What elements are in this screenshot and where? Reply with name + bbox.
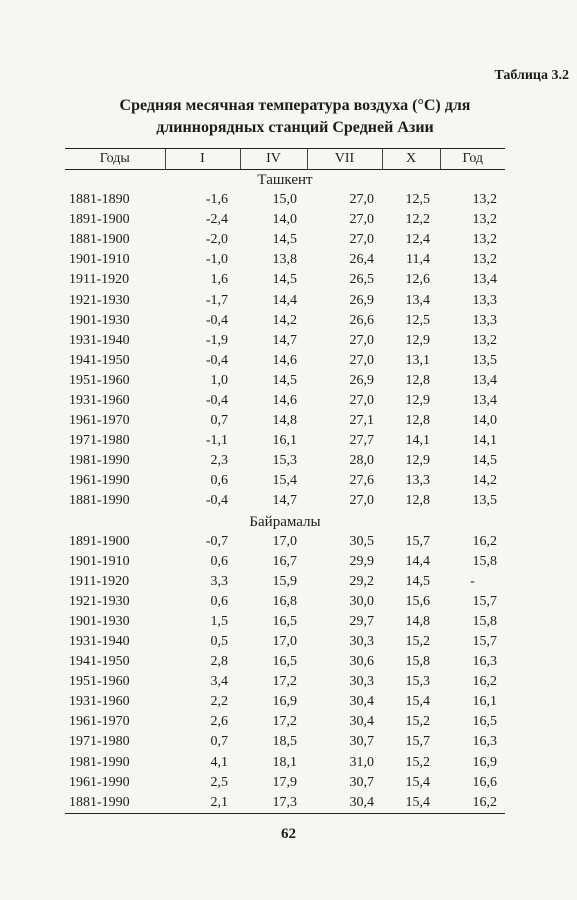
jul-cell: 29,7 (349, 613, 374, 629)
year-cell: 16,9 (472, 754, 497, 770)
jul-cell: 27,0 (349, 493, 374, 509)
jan-cell: -1,1 (205, 433, 228, 449)
jul-cell: 30,3 (349, 634, 374, 650)
year-cell: 13,2 (472, 252, 497, 268)
table-row (65, 290, 505, 310)
apr-cell: 14,6 (272, 392, 297, 408)
jan-cell: 0,5 (210, 634, 228, 650)
table-row (65, 270, 505, 290)
table-row (65, 250, 505, 270)
jul-cell: 30,4 (307, 793, 382, 814)
jan-cell: -2,4 (205, 212, 228, 228)
column-header-jan: I (165, 149, 240, 170)
column-header-year: Год (440, 149, 505, 170)
jul-cell: 27,0 (349, 332, 374, 348)
oct-cell: 12,4 (405, 232, 430, 248)
table-row (65, 391, 505, 411)
period-cell: 1931-1940 (69, 634, 130, 650)
station-header-row (65, 512, 505, 532)
period-cell: 1961-1970 (69, 413, 130, 429)
jan-cell: -1,6 (205, 192, 228, 208)
period-cell: 1911-1920 (69, 272, 130, 288)
jan-cell: -1,9 (205, 332, 228, 348)
period-cell: 1881-1890 (69, 192, 130, 208)
apr-cell: 18,5 (272, 734, 297, 750)
table-row (65, 190, 505, 210)
period-cell: 1931-1960 (69, 392, 130, 408)
apr-cell: 14,0 (272, 212, 297, 228)
jul-cell: 29,9 (349, 553, 374, 569)
year-cell: - (470, 573, 475, 589)
table-row (65, 632, 505, 652)
table-row (65, 552, 505, 572)
apr-cell: 14,6 (272, 352, 297, 368)
jan-cell: 0,7 (210, 734, 228, 750)
apr-cell: 14,2 (272, 312, 297, 328)
temperature-table (65, 148, 505, 814)
year-cell: 16,2 (440, 793, 505, 814)
table-row (65, 331, 505, 351)
oct-cell: 15,4 (405, 774, 430, 790)
jul-cell: 26,6 (349, 312, 374, 328)
apr-cell: 16,5 (272, 654, 297, 670)
jan-cell: 1,0 (210, 372, 228, 388)
table-row (65, 230, 505, 250)
column-header-apr: IV (240, 149, 307, 170)
apr-cell: 17,2 (272, 674, 297, 690)
table-label: Таблица 3.2 (494, 68, 569, 83)
period-cell: 1891-1900 (69, 533, 130, 549)
oct-cell: 14,8 (405, 613, 430, 629)
station-name: Ташкент (257, 172, 313, 188)
jul-cell: 27,0 (349, 212, 374, 228)
oct-cell: 15,4 (405, 694, 430, 710)
jul-cell: 26,9 (349, 292, 374, 308)
year-cell: 15,7 (472, 634, 497, 650)
table-title-line-2: длиннорядных станций Средней Азии (156, 119, 434, 136)
period-cell: 1941-1950 (69, 352, 130, 368)
table-row (65, 753, 505, 773)
year-cell: 13,2 (472, 232, 497, 248)
jul-cell: 27,6 (349, 473, 374, 489)
jan-cell: 2,6 (210, 714, 228, 730)
period-cell: 1961-1990 (69, 774, 130, 790)
table-row (65, 773, 505, 793)
jan-cell: 1,6 (210, 272, 228, 288)
table-row (65, 712, 505, 732)
period-cell: 1891-1900 (69, 212, 130, 228)
jul-cell: 28,0 (349, 453, 374, 469)
table-header-row (65, 149, 505, 170)
year-cell: 14,5 (472, 453, 497, 469)
jul-cell: 27,0 (349, 192, 374, 208)
year-cell: 13,3 (472, 292, 497, 308)
table-row (65, 491, 505, 511)
table-row (65, 612, 505, 632)
year-cell: 13,2 (472, 192, 497, 208)
jan-cell: 2,1 (165, 793, 240, 814)
apr-cell: 14,7 (272, 493, 297, 509)
table-row (65, 692, 505, 712)
period-cell: 1921-1930 (69, 292, 130, 308)
jan-cell: 3,3 (210, 573, 228, 589)
period-cell: 1931-1960 (69, 694, 130, 710)
jan-cell: 3,4 (210, 674, 228, 690)
period-cell: 1971-1980 (69, 734, 130, 750)
period-cell: 1951-1960 (69, 674, 130, 690)
year-cell: 13,4 (472, 272, 497, 288)
apr-cell: 17,9 (272, 774, 297, 790)
year-cell: 13,5 (472, 352, 497, 368)
oct-cell: 13,1 (405, 352, 430, 368)
oct-cell: 12,6 (405, 272, 430, 288)
oct-cell: 15,8 (405, 654, 430, 670)
apr-cell: 15,0 (272, 192, 297, 208)
jul-cell: 29,2 (349, 573, 374, 589)
oct-cell: 14,1 (405, 433, 430, 449)
apr-cell: 14,7 (272, 332, 297, 348)
table-row (65, 411, 505, 431)
year-cell: 16,2 (472, 533, 497, 549)
year-cell: 13,5 (472, 493, 497, 509)
jul-cell: 27,1 (349, 413, 374, 429)
apr-cell: 17,0 (272, 634, 297, 650)
jan-cell: 2,8 (210, 654, 228, 670)
table-row (65, 672, 505, 692)
apr-cell: 14,8 (272, 413, 297, 429)
apr-cell: 13,8 (272, 252, 297, 268)
period-cell: 1881-1990 (69, 493, 130, 509)
jan-cell: 2,5 (210, 774, 228, 790)
year-cell: 15,7 (472, 593, 497, 609)
jul-cell: 30,4 (349, 694, 374, 710)
apr-cell: 14,5 (272, 272, 297, 288)
period-cell: 1961-1990 (69, 473, 130, 489)
year-cell: 16,2 (472, 674, 497, 690)
period-cell: 1901-1910 (69, 252, 130, 268)
year-cell: 15,8 (472, 613, 497, 629)
period-cell: 1951-1960 (69, 372, 130, 388)
jul-cell: 26,5 (349, 272, 374, 288)
table-row (65, 371, 505, 391)
oct-cell: 12,2 (405, 212, 430, 228)
station-name: Байрамалы (249, 513, 321, 530)
year-cell: 16,3 (472, 734, 497, 750)
oct-cell: 13,3 (405, 473, 430, 489)
apr-cell: 16,5 (272, 613, 297, 629)
period-cell: 1901-1930 (69, 312, 130, 328)
jan-cell: 4,1 (210, 754, 228, 770)
apr-cell: 16,9 (272, 694, 297, 710)
jul-cell: 27,7 (349, 433, 374, 449)
column-header-jul: VII (307, 149, 382, 170)
period-cell: 1961-1970 (69, 714, 130, 730)
jul-cell: 30,6 (349, 654, 374, 670)
jul-cell: 30,0 (349, 593, 374, 609)
year-cell: 13,3 (472, 312, 497, 328)
jan-cell: -1,7 (205, 292, 228, 308)
period-cell: 1921-1930 (69, 593, 130, 609)
oct-cell: 14,4 (405, 553, 430, 569)
apr-cell: 15,4 (272, 473, 297, 489)
jan-cell: 2,3 (210, 453, 228, 469)
period-cell: 1941-1950 (69, 654, 130, 670)
oct-cell: 12,9 (405, 332, 430, 348)
year-cell: 13,2 (472, 332, 497, 348)
oct-cell: 15,2 (405, 714, 430, 730)
apr-cell: 14,4 (272, 292, 297, 308)
oct-cell: 12,5 (405, 192, 430, 208)
jan-cell: -0,4 (205, 312, 228, 328)
jul-cell: 30,5 (349, 533, 374, 549)
table-row (65, 652, 505, 672)
jul-cell: 27,0 (349, 352, 374, 368)
station-header-row (65, 170, 505, 191)
table-row (65, 351, 505, 371)
year-cell: 16,1 (472, 694, 497, 710)
apr-cell: 17,2 (272, 714, 297, 730)
period-cell: 1911-1920 (69, 573, 130, 589)
table-row (65, 471, 505, 491)
year-cell: 14,0 (472, 413, 497, 429)
year-cell: 16,5 (472, 714, 497, 730)
table-body (65, 170, 505, 814)
year-cell: 15,8 (472, 553, 497, 569)
jan-cell: 0,6 (210, 553, 228, 569)
year-cell: 13,2 (472, 212, 497, 228)
oct-cell: 15,3 (405, 674, 430, 690)
jan-cell: 0,6 (210, 593, 228, 609)
page-number: 62 (281, 826, 296, 842)
period-cell: 1971-1980 (69, 433, 130, 449)
oct-cell: 11,4 (406, 252, 430, 268)
period-cell: 1881-1990 (65, 793, 165, 814)
year-cell: 16,6 (472, 774, 497, 790)
period-cell: 1981-1990 (69, 453, 130, 469)
table-row (65, 311, 505, 331)
year-cell: 14,2 (472, 473, 497, 489)
jul-cell: 30,3 (349, 674, 374, 690)
jul-cell: 26,4 (349, 252, 374, 268)
jan-cell: -0,4 (205, 392, 228, 408)
oct-cell: 15,6 (405, 593, 430, 609)
jul-cell: 27,0 (349, 392, 374, 408)
period-cell: 1881-1900 (69, 232, 130, 248)
jan-cell: 0,7 (210, 413, 228, 429)
table-row (65, 210, 505, 230)
jan-cell: -0,4 (205, 493, 228, 509)
column-header-oct: X (382, 149, 440, 170)
oct-cell: 15,4 (382, 793, 440, 814)
table-row (65, 592, 505, 612)
apr-cell: 16,7 (272, 553, 297, 569)
table-row (65, 793, 505, 814)
jan-cell: -1,0 (205, 252, 228, 268)
apr-cell: 17,3 (240, 793, 307, 814)
jan-cell: 2,2 (210, 694, 228, 710)
table-row (65, 532, 505, 552)
table-row (65, 431, 505, 451)
apr-cell: 15,3 (272, 453, 297, 469)
oct-cell: 15,2 (405, 634, 430, 650)
jul-cell: 30,4 (349, 714, 374, 730)
oct-cell: 14,5 (405, 573, 430, 589)
apr-cell: 17,0 (272, 533, 297, 549)
jan-cell: -0,7 (205, 533, 228, 549)
jan-cell: 1,5 (210, 613, 228, 629)
table-row (65, 732, 505, 752)
jul-cell: 30,7 (349, 774, 374, 790)
oct-cell: 12,5 (405, 312, 430, 328)
apr-cell: 16,8 (272, 593, 297, 609)
period-cell: 1981-1990 (69, 754, 130, 770)
jan-cell: 0,6 (210, 473, 228, 489)
year-cell: 16,3 (472, 654, 497, 670)
oct-cell: 12,8 (405, 413, 430, 429)
column-header-years: Годы (65, 149, 165, 170)
jul-cell: 26,9 (349, 372, 374, 388)
period-cell: 1901-1930 (69, 613, 130, 629)
year-cell: 13,4 (472, 392, 497, 408)
jan-cell: -0,4 (205, 352, 228, 368)
period-cell: 1901-1910 (69, 553, 130, 569)
apr-cell: 15,9 (272, 573, 297, 589)
table-title-line-1: Средняя месячная температура воздуха (°С) для (119, 97, 471, 114)
oct-cell: 12,8 (405, 493, 430, 509)
oct-cell: 12,9 (405, 453, 430, 469)
oct-cell: 13,4 (405, 292, 430, 308)
oct-cell: 15,7 (405, 533, 430, 549)
year-cell: 14,1 (472, 433, 497, 449)
jul-cell: 31,0 (349, 754, 374, 770)
jan-cell: -2,0 (205, 232, 228, 248)
oct-cell: 15,7 (405, 734, 430, 750)
year-cell: 13,4 (472, 372, 497, 388)
oct-cell: 15,2 (405, 754, 430, 770)
apr-cell: 14,5 (272, 232, 297, 248)
table-row (65, 451, 505, 471)
apr-cell: 18,1 (272, 754, 297, 770)
apr-cell: 16,1 (272, 433, 297, 449)
oct-cell: 12,8 (405, 372, 430, 388)
table-row (65, 572, 505, 592)
jul-cell: 27,0 (349, 232, 374, 248)
oct-cell: 12,9 (405, 392, 430, 408)
apr-cell: 14,5 (272, 372, 297, 388)
jul-cell: 30,7 (349, 734, 374, 750)
period-cell: 1931-1940 (69, 332, 130, 348)
